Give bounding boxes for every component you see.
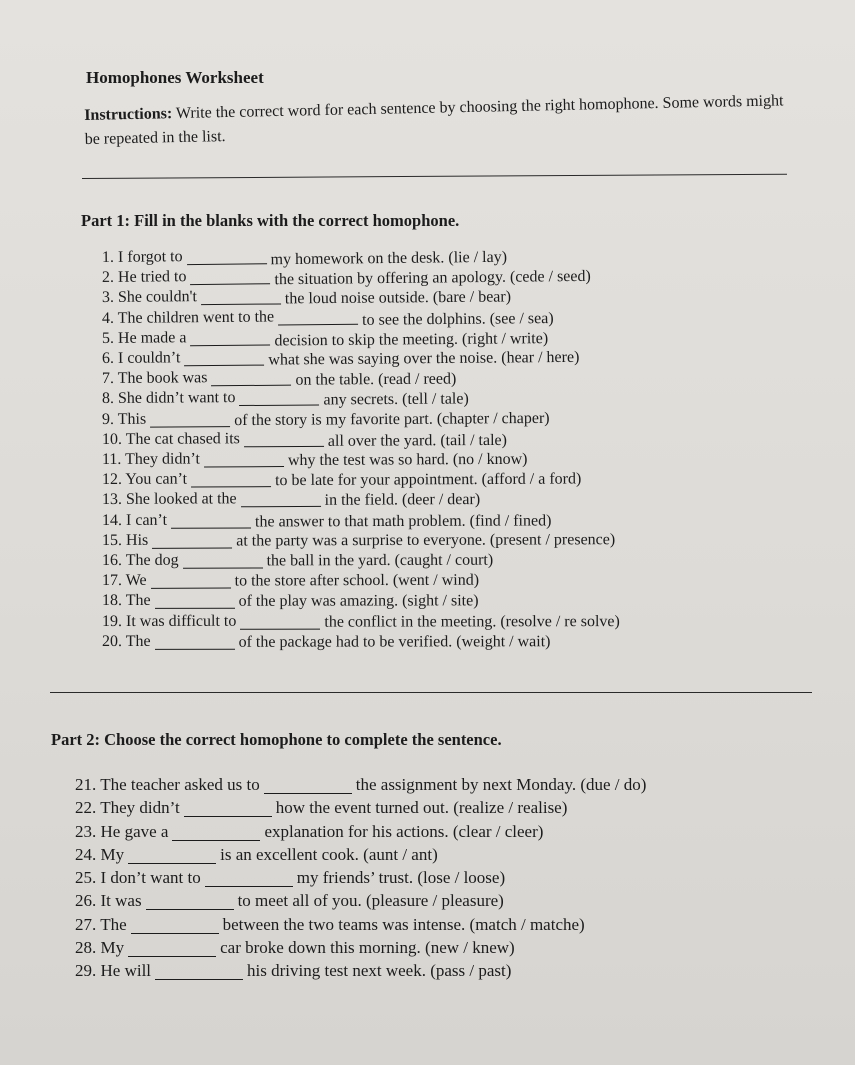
question-number: 26.: [75, 891, 97, 911]
question-item: [75, 889, 775, 912]
question-item: [102, 487, 752, 511]
answer-blank[interactable]: [240, 404, 320, 407]
question-text-before: The book was: [117, 369, 208, 388]
answer-blank[interactable]: [190, 282, 270, 285]
question-number: 15.: [101, 531, 123, 549]
question-text-before: He gave a: [100, 821, 169, 841]
answer-blank[interactable]: [264, 792, 352, 794]
question-text-before: My: [100, 844, 125, 864]
question-text-before: She didn’t want to: [117, 389, 236, 408]
answer-blank[interactable]: [212, 384, 292, 387]
question-text-before: I don’t want to: [100, 868, 201, 888]
question-text-before: You can’t: [125, 470, 188, 489]
question-text-after: is an excellent cook. (aunt / ant): [220, 844, 438, 864]
question-text-before: She looked at the: [125, 490, 237, 509]
question-number: 20.: [101, 632, 123, 650]
question-number: 27.: [75, 914, 97, 934]
question-number: 16.: [101, 551, 123, 570]
question-number: 12.: [101, 471, 123, 489]
question-number: 6.: [101, 349, 115, 368]
question-item: [102, 569, 752, 591]
part2-list: [75, 773, 775, 983]
answer-blank[interactable]: [204, 465, 284, 467]
question-number: 9.: [101, 410, 115, 428]
question-text-after: the situation by offering an apology. (cede / seed): [274, 268, 591, 289]
question-text-before: They didn’t: [125, 450, 200, 468]
answer-blank[interactable]: [155, 607, 235, 609]
question-item: [102, 549, 752, 571]
question-text-after: how the event turned out. (realize / realise): [275, 798, 568, 818]
question-text-before: He will: [100, 961, 152, 981]
question-text-before: It was: [100, 891, 142, 911]
question-text-after: what she was saying over the noise. (hear / here): [268, 348, 580, 369]
question-text-before: The: [125, 592, 151, 610]
answer-blank[interactable]: [244, 445, 324, 447]
answer-blank[interactable]: [241, 505, 321, 507]
worksheet-title: Homophones Worksheet: [86, 68, 264, 87]
question-number: 3.: [101, 289, 115, 307]
question-text-after: of the play was amazing. (sight / site): [238, 592, 479, 611]
question-text-after: all over the yard. (tail / tale): [327, 431, 507, 450]
question-item: [75, 936, 775, 959]
question-text-after: the assignment by next Monday. (due / do): [355, 775, 647, 794]
answer-blank[interactable]: [205, 885, 293, 887]
answer-blank[interactable]: [128, 955, 216, 957]
question-text-after: why the test was so hard. (no / know): [287, 450, 528, 470]
question-text-before: They didn’t: [100, 798, 180, 818]
answer-blank[interactable]: [184, 364, 264, 367]
question-text-after: on the table. (read / reed): [295, 370, 457, 389]
answer-blank[interactable]: [191, 485, 271, 487]
question-item: [75, 866, 775, 889]
question-text-after: to meet all of you. (pleasure / pleasure): [237, 891, 504, 911]
question-item: [102, 590, 752, 611]
question-item: [102, 529, 752, 551]
question-item: [75, 773, 775, 796]
question-text-after: the conflict in the meeting. (resolve / re solve): [324, 612, 620, 631]
question-item: [75, 843, 775, 866]
question-text-before: We: [125, 572, 147, 590]
question-text-before: It was difficult to: [125, 612, 237, 630]
answer-blank[interactable]: [128, 862, 216, 864]
question-text-after: the answer to that math problem. (find / fined): [254, 512, 552, 531]
answer-blank[interactable]: [171, 526, 251, 528]
answer-blank[interactable]: [172, 839, 260, 841]
answer-blank[interactable]: [146, 908, 234, 910]
divider-line: [50, 692, 812, 693]
question-text-before: He tried to: [117, 268, 187, 287]
question-item: [75, 796, 775, 819]
question-number: 7.: [101, 370, 115, 388]
question-number: 22.: [75, 798, 97, 818]
question-text-after: of the package had to be verified. (weight / wait): [238, 633, 551, 651]
question-number: 29.: [75, 961, 97, 981]
question-number: 21.: [75, 775, 97, 794]
answer-blank[interactable]: [240, 627, 320, 629]
question-number: 23.: [75, 821, 97, 841]
question-number: 24.: [75, 844, 97, 864]
answer-blank[interactable]: [278, 322, 358, 325]
question-text-after: any secrets. (tell / tale): [323, 390, 469, 409]
instructions-text: Write the correct word for each sentence by choosing the right homophone. Some words might be repeated in the list.: [84, 92, 784, 148]
answer-blank[interactable]: [131, 932, 219, 934]
question-text-before: The dog: [125, 551, 179, 569]
question-text-after: the ball in the yard. (caught / court): [266, 551, 494, 570]
question-number: 17.: [101, 572, 123, 590]
question-text-before: The: [125, 632, 151, 650]
question-text-after: to see the dolphins. (see / sea): [362, 309, 554, 329]
answer-blank[interactable]: [151, 587, 231, 589]
question-number: 18.: [101, 592, 123, 610]
question-text-after: my homework on the desk. (lie / lay): [270, 248, 508, 269]
question-number: 13.: [101, 491, 123, 509]
question-text-before: The teacher asked us to: [100, 775, 260, 794]
divider-line: [82, 174, 787, 179]
question-text-after: in the field. (deer / dear): [324, 491, 481, 510]
answer-blank[interactable]: [152, 546, 232, 548]
part1-heading: Part 1: Fill in the blanks with the correct homophone.: [81, 211, 460, 230]
question-text-before: The cat chased its: [125, 430, 240, 448]
question-text-before: I couldn’t: [117, 349, 181, 367]
question-text-before: She couldn't: [117, 288, 197, 307]
answer-blank[interactable]: [187, 262, 267, 265]
question-text-before: I forgot to: [117, 248, 183, 266]
question-text-after: my friends’ trust. (lose / loose): [296, 868, 506, 888]
question-text-before: I can’t: [125, 511, 168, 529]
question-number: 8.: [101, 390, 115, 408]
question-number: 2.: [101, 269, 115, 287]
question-text-after: at the party was a surprise to everyone. (present / presence): [236, 531, 616, 550]
answer-blank[interactable]: [183, 566, 263, 568]
question-text-after: to be late for your appointment. (afford / a ford): [275, 470, 582, 490]
question-number: 28.: [75, 938, 97, 958]
question-number: 14.: [101, 511, 123, 529]
question-text-before: The: [100, 914, 127, 934]
question-item: [75, 913, 775, 936]
question-number: 11.: [101, 450, 122, 469]
answer-blank[interactable]: [150, 425, 230, 428]
question-text-after: his driving test next week. (pass / past): [247, 961, 512, 981]
question-number: 19.: [101, 612, 123, 630]
answer-blank[interactable]: [190, 343, 270, 346]
question-number: 1.: [101, 248, 115, 266]
question-item: [102, 631, 752, 652]
part1-list: [102, 248, 752, 652]
question-text-after: between the two teams was intense. (match / matche): [222, 914, 585, 934]
part2-heading: Part 2: Choose the correct homophone to complete the sentence.: [51, 730, 502, 749]
question-text-before: His: [125, 531, 149, 549]
question-text-after: the loud noise outside. (bare / bear): [284, 288, 512, 308]
answer-blank[interactable]: [201, 303, 281, 306]
question-text-after: decision to skip the meeting. (right / write): [274, 329, 549, 350]
question-text-before: This: [117, 410, 147, 428]
answer-blank[interactable]: [155, 648, 235, 650]
question-number: 10.: [101, 430, 123, 448]
instructions: [84, 89, 785, 152]
answer-blank[interactable]: [184, 815, 272, 817]
question-item: [102, 611, 752, 632]
question-number: 25.: [75, 868, 97, 888]
question-item: [75, 820, 775, 843]
question-item: [102, 508, 752, 530]
question-text-before: He made a: [117, 329, 187, 347]
question-text-before: My: [100, 938, 125, 958]
question-text-after: of the story is my favorite part. (chapter / chaper): [234, 409, 550, 429]
question-text-after: car broke down this morning. (new / knew): [220, 938, 515, 958]
question-text-after: explanation for his actions. (clear / cleer): [264, 821, 544, 841]
instructions-label: Instructions:: [84, 105, 173, 124]
answer-blank[interactable]: [155, 978, 243, 980]
question-text-before: The children went to the: [117, 308, 275, 327]
question-number: 5.: [101, 329, 115, 347]
question-text-after: to the store after school. (went / wind): [234, 571, 480, 590]
question-item: [75, 959, 775, 982]
question-number: 4.: [101, 309, 115, 327]
